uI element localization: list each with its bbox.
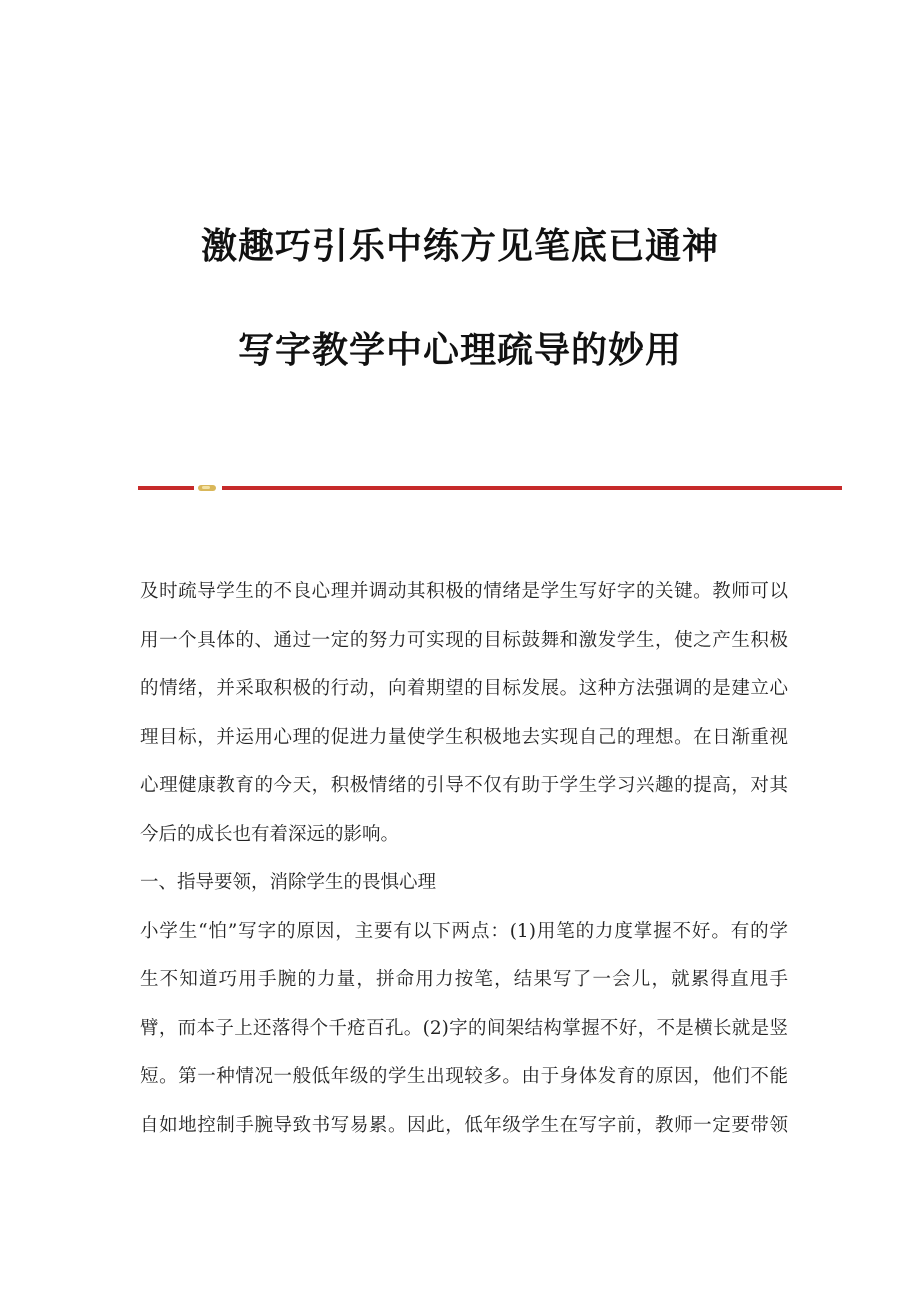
text-line: 的情绪，并采取积极的行动，向着期望的目标发展。这种方法强调的是建立心 bbox=[140, 678, 788, 699]
title-divider bbox=[138, 485, 842, 493]
text-line: 自如地控制手腕导致书写易累。因此，低年级学生在写字前，教师一定要带领 bbox=[140, 1114, 788, 1136]
text-line: 心理健康教育的今天，积极情绪的引导不仅有助于学生学习兴趣的提高，对其 bbox=[140, 775, 788, 796]
text-line: 及时疏导学生的不良心理并调动其积极的情绪是学生写好字的关键。教师可以 bbox=[140, 581, 788, 602]
paragraph-intro bbox=[140, 568, 788, 859]
divider-bar-left bbox=[138, 486, 194, 490]
divider-bar-right bbox=[222, 486, 842, 490]
text-line: 短。第一种情况一般低年级的学生出现较多。由于身体发育的原因，他们不能 bbox=[140, 1066, 788, 1087]
body-text bbox=[140, 568, 788, 1150]
text-line: 臂，而本子上还落得个千疮百孔。(2)字的间架结构掌握不好，不是横长就是竖 bbox=[140, 1017, 788, 1039]
paragraph-section-1 bbox=[140, 908, 788, 1151]
section-heading-text: 一、指导要领，消除学生的畏惧心理 bbox=[140, 872, 437, 893]
divider-ornament-shine bbox=[202, 486, 210, 489]
title-line-1: 激趣巧引乐中练方见笔底已通神 bbox=[200, 226, 719, 267]
text-line: 理目标，并运用心理的促进力量使学生积极地去实现自己的理想。在日渐重视 bbox=[140, 726, 788, 748]
text-line: 小学生“怕”写字的原因，主要有以下两点：(1)用笔的力度掌握不好。有的学 bbox=[140, 920, 788, 942]
text-line: 用一个具体的、通过一定的努力可实现的目标鼓舞和激发学生，使之产生积极 bbox=[140, 629, 788, 651]
section-heading-1 bbox=[140, 859, 788, 908]
text-line: 今后的成长也有着深远的影响。 bbox=[140, 823, 400, 845]
text-line: 生不知道巧用手腕的力量，拼命用力按笔，结果写了一会儿，就累得直甩手 bbox=[140, 969, 788, 990]
title-line-2: 写字教学中心理疏导的妙用 bbox=[237, 330, 682, 371]
